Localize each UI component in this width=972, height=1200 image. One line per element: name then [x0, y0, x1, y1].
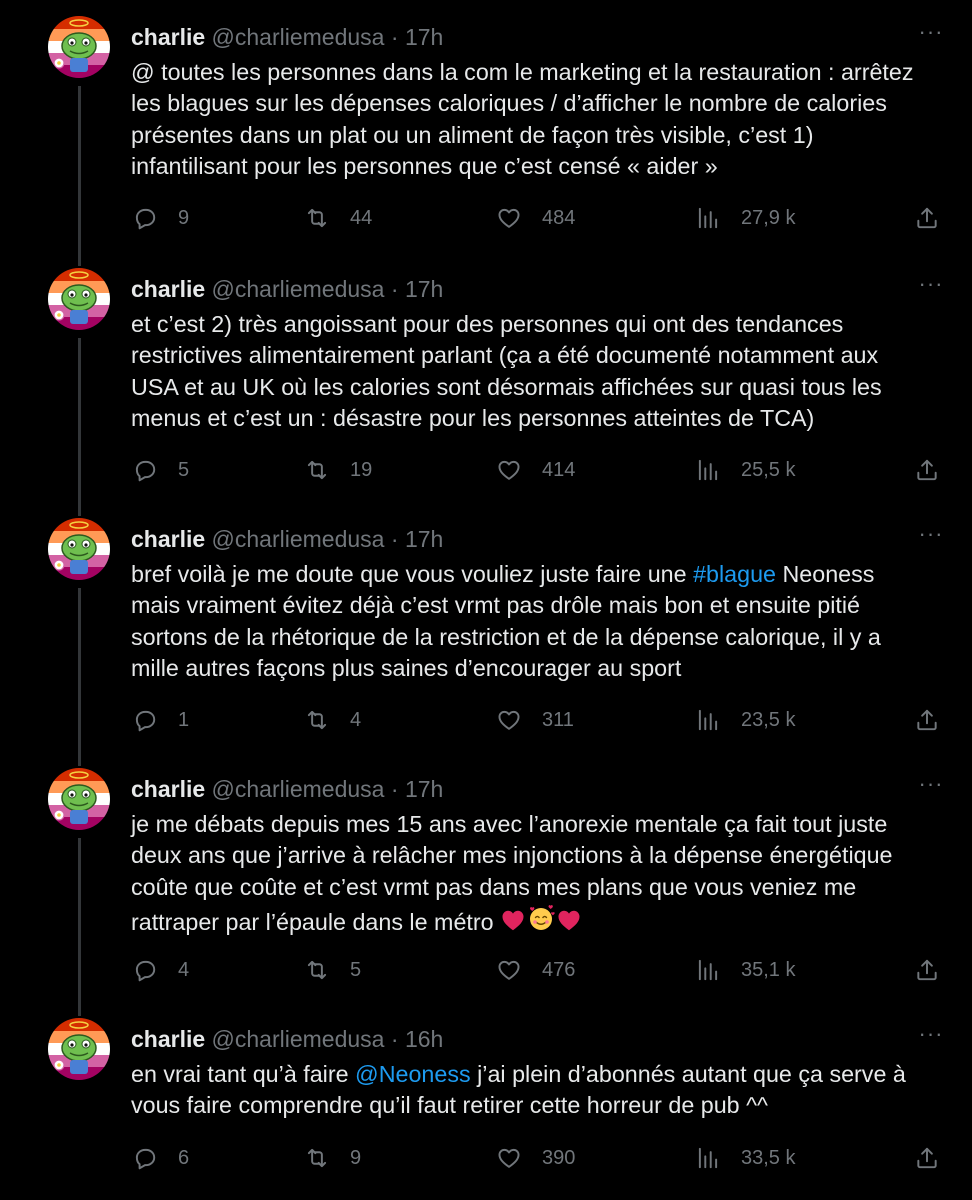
share-button[interactable] — [914, 452, 940, 488]
tweet-text — [131, 559, 941, 685]
tweet-actions — [0, 200, 972, 236]
tweet-text — [131, 1059, 941, 1122]
thread-connector-line — [78, 86, 81, 266]
avatar[interactable] — [48, 268, 110, 330]
like-icon — [496, 1145, 522, 1171]
views-count: 33,5 k — [741, 1146, 796, 1169]
reply-count: 4 — [178, 958, 190, 981]
tweet-actions — [0, 1140, 972, 1176]
tweet-link[interactable]: @Neoness — [355, 1061, 471, 1087]
thread-connector-line — [78, 588, 81, 766]
like-icon — [496, 457, 522, 483]
reply-button[interactable] — [132, 1140, 189, 1176]
tweet-header — [131, 1024, 443, 1054]
share-icon — [914, 205, 940, 231]
timestamp[interactable]: 17h — [404, 276, 444, 302]
tweet-header — [131, 524, 443, 554]
reply-count: 1 — [178, 708, 190, 731]
timestamp[interactable]: 17h — [404, 526, 444, 552]
author-name[interactable]: charlie — [131, 1026, 206, 1052]
author-handle[interactable]: @charliemedusa — [211, 24, 385, 50]
repost-button[interactable] — [304, 200, 372, 236]
tweet-header — [131, 774, 443, 804]
like-count: 484 — [542, 206, 576, 229]
tweet-text — [131, 809, 941, 942]
tweet-link[interactable]: #blague — [693, 561, 776, 587]
views-button[interactable] — [695, 200, 795, 236]
thread-connector-line — [78, 838, 81, 1016]
like-icon — [496, 957, 522, 983]
reply-count: 9 — [178, 206, 190, 229]
views-button[interactable] — [695, 952, 795, 988]
tweet-actions — [0, 702, 972, 738]
reply-icon — [132, 707, 158, 733]
share-button[interactable] — [914, 952, 940, 988]
repost-icon — [304, 957, 330, 983]
share-icon — [914, 457, 940, 483]
separator-dot: · — [390, 776, 399, 802]
views-icon — [695, 957, 721, 983]
like-count: 390 — [542, 1146, 576, 1169]
tweet-actions — [0, 952, 972, 988]
tweet-actions — [0, 452, 972, 488]
repost-count: 9 — [350, 1146, 362, 1169]
share-icon — [914, 957, 940, 983]
separator-dot: · — [390, 276, 399, 302]
views-count: 27,9 k — [741, 206, 796, 229]
tweet-text-segment: j’ai plein d’abonnés autant que ça serve à vous faire comprendre qu’il faut retirer cette horreur de pub ^^ — [131, 1061, 906, 1119]
author-name[interactable]: charlie — [131, 276, 206, 302]
reply-button[interactable] — [132, 452, 189, 488]
repost-count: 4 — [350, 708, 362, 731]
tweet — [0, 502, 972, 752]
more-icon[interactable]: ··· — [918, 19, 944, 44]
tweet — [0, 752, 972, 1002]
like-button[interactable] — [496, 1140, 575, 1176]
views-button[interactable] — [695, 702, 795, 738]
author-name[interactable]: charlie — [131, 24, 206, 50]
views-button[interactable] — [695, 452, 795, 488]
tweet-text-segment: et c’est 2) très angoissant pour des personnes qui ont des tendances restrictives alimentairement parlant (ça a été documenté notamment aux USA et au UK où les calories sont désormais affichées sur quasi tous les menus et c’est un : désastre pour les personnes atteintes de TCA) — [131, 311, 882, 432]
views-icon — [695, 205, 721, 231]
author-handle[interactable]: @charliemedusa — [211, 526, 385, 552]
repost-count: 19 — [350, 458, 373, 481]
repost-button[interactable] — [304, 1140, 361, 1176]
thread-connector-line — [78, 338, 81, 516]
like-icon — [496, 205, 522, 231]
share-button[interactable] — [914, 702, 940, 738]
timestamp[interactable]: 16h — [404, 1026, 444, 1052]
more-icon[interactable]: ··· — [918, 521, 944, 546]
avatar[interactable] — [48, 1018, 110, 1080]
like-button[interactable] — [496, 702, 574, 738]
tweet-text-segment: bref voilà je me doute que vous vouliez juste faire une — [131, 561, 694, 587]
like-icon — [496, 707, 522, 733]
reply-button[interactable] — [132, 952, 189, 988]
heart-emoji — [556, 907, 582, 941]
timestamp[interactable]: 17h — [404, 24, 444, 50]
reply-icon — [132, 457, 158, 483]
separator-dot: · — [390, 1026, 399, 1052]
share-button[interactable] — [914, 200, 940, 236]
views-icon — [695, 1145, 721, 1171]
like-count: 311 — [542, 708, 574, 731]
author-handle[interactable]: @charliemedusa — [211, 276, 385, 302]
tweet-text-segment: je me débats depuis mes 15 ans avec l’anorexie mentale ça fait tout juste deux ans que j’arrive à relâcher mes injonctions à la dépense énergétique coûte que coûte et c’est vrmt pas dans mes plans que vous veniez me rattraper par l’épaule dans le métro — [131, 811, 893, 936]
views-count: 35,1 k — [741, 958, 796, 981]
share-icon — [914, 707, 940, 733]
reply-count: 5 — [178, 458, 190, 481]
views-icon — [695, 707, 721, 733]
reply-icon — [132, 957, 158, 983]
like-button[interactable] — [496, 200, 575, 236]
tweet-text-segment: Neoness mais vraiment évitez déjà c’est vrmt pas drôle mais bon et ensuite pitié sortons de la rhétorique de la restriction et de la dépense calorique, il y a mille autres façons plus saines d’encourager au sport — [131, 561, 881, 682]
tweet-text — [131, 57, 941, 183]
author-handle[interactable]: @charliemedusa — [211, 776, 385, 802]
views-icon — [695, 457, 721, 483]
smiling-face-with-hearts-emoji — [526, 903, 556, 941]
tweet-text-segment: en vrai tant qu’à faire — [131, 1061, 356, 1087]
repost-count: 44 — [350, 206, 373, 229]
tweet — [0, 0, 972, 252]
like-button[interactable] — [496, 452, 575, 488]
tweet-header — [131, 22, 443, 52]
repost-button[interactable] — [304, 952, 361, 988]
reply-count: 6 — [178, 1146, 190, 1169]
avatar[interactable] — [48, 768, 110, 830]
like-count: 476 — [542, 958, 576, 981]
author-name[interactable]: charlie — [131, 776, 206, 802]
views-count: 25,5 k — [741, 458, 796, 481]
timestamp[interactable]: 17h — [404, 776, 444, 802]
reply-button[interactable] — [132, 200, 189, 236]
repost-count: 5 — [350, 958, 362, 981]
tweet-header — [131, 274, 443, 304]
author-name[interactable]: charlie — [131, 526, 206, 552]
reply-icon — [132, 1145, 158, 1171]
reply-icon — [132, 205, 158, 231]
more-icon[interactable]: ··· — [918, 271, 944, 296]
repost-icon — [304, 205, 330, 231]
tweet — [0, 1002, 972, 1200]
repost-icon — [304, 707, 330, 733]
share-icon — [914, 1145, 940, 1171]
like-button[interactable] — [496, 952, 575, 988]
share-button[interactable] — [914, 1140, 940, 1176]
repost-icon — [304, 1145, 330, 1171]
views-button[interactable] — [695, 1140, 795, 1176]
more-icon[interactable]: ··· — [918, 1021, 944, 1046]
repost-button[interactable] — [304, 452, 372, 488]
avatar[interactable] — [48, 518, 110, 580]
repost-icon — [304, 457, 330, 483]
avatar[interactable] — [48, 16, 110, 78]
separator-dot: · — [390, 526, 399, 552]
views-count: 23,5 k — [741, 708, 796, 731]
tweet — [0, 252, 972, 502]
separator-dot: · — [390, 24, 399, 50]
more-icon[interactable]: ··· — [918, 771, 944, 796]
heart-emoji — [500, 907, 526, 941]
reply-button[interactable] — [132, 702, 189, 738]
repost-button[interactable] — [304, 702, 361, 738]
author-handle[interactable]: @charliemedusa — [211, 1026, 385, 1052]
tweet-text — [131, 309, 941, 435]
like-count: 414 — [542, 458, 576, 481]
tweet-text-segment: @ toutes les personnes dans la com le marketing et la restauration : arrêtez les blagues sur les dépenses caloriques / d’afficher le nombre de calories présentes dans un plat ou un aliment de façon très visible, c’est 1) infantilisant pour les personnes que c’est censé « aider » — [131, 59, 914, 180]
